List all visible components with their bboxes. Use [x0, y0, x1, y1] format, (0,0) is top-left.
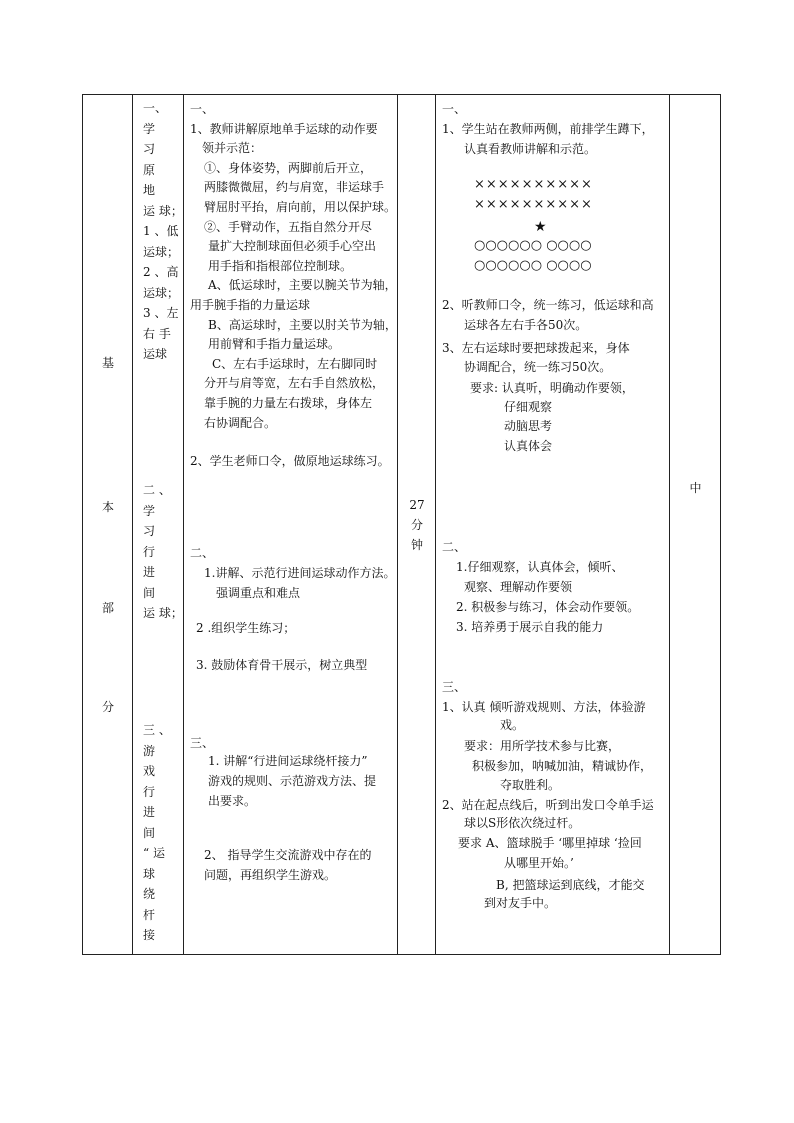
lesson-plan-table	[82, 94, 721, 955]
student-text-line: 积极参加，呐喊加油，精诚协作，	[472, 759, 653, 773]
topic-line: 地	[143, 183, 156, 197]
topic-line: 运球；	[143, 244, 180, 259]
student-text-line: 2、站在起点线后，听到出发口令单手运	[442, 798, 654, 812]
teacher-text-line: 三、	[190, 736, 215, 750]
topic-line: 1 、低	[143, 224, 179, 238]
student-text-line: 3. 培养勇于展示自我的能力	[456, 620, 604, 634]
topic-line: 间	[143, 585, 156, 600]
student-activity-cell	[436, 95, 670, 955]
student-text-line: 要求: 认真听，明确动作要领，	[470, 381, 634, 395]
teacher-text-line: 用手腕手指的力量运球	[190, 298, 311, 312]
teacher-activity-cell	[184, 95, 398, 955]
teacher-text-line: 领并示范：	[202, 141, 263, 156]
teacher-text-line: 二、	[190, 546, 215, 560]
student-text-line: 到对友手中。	[484, 896, 557, 910]
section-char: 本	[101, 500, 114, 514]
topic-line: 进	[143, 805, 156, 819]
topic-line: 三 、	[143, 723, 171, 737]
time-cell	[398, 95, 436, 955]
section-char: 基	[101, 356, 114, 370]
teacher-text-line: 问题，再组织学生游戏。	[204, 868, 337, 882]
topic-line: 运球	[143, 347, 168, 361]
topic-line: 球	[143, 866, 156, 881]
formation-circles: ○○○○○○ ○○○○	[474, 238, 592, 253]
teacher-text-line: ②、手臂动作，五指自然分开尽	[204, 219, 373, 234]
teacher-text-line: 用手指和指根部位控制球。	[208, 258, 353, 273]
topic-cell	[133, 95, 184, 955]
topic-line: 绕	[143, 887, 156, 901]
time-unit: 分	[410, 518, 423, 532]
formation-crosses: ××××××××××	[474, 197, 593, 212]
student-text-line: 要求：用所学技术参与比赛，	[464, 739, 621, 753]
student-text-line: 三、	[442, 680, 467, 694]
teacher-text-line: 臂屈肘平抬，肩向前，用以保护球。	[204, 200, 397, 214]
topic-line: 右 手	[143, 326, 171, 341]
student-text-line: 2、听教师口令，统一练习，低运球和高	[442, 298, 654, 312]
topic-line: 行	[143, 784, 156, 799]
topic-line: 3 、左	[143, 306, 179, 320]
topic-line: 行	[143, 544, 156, 559]
topic-line: 二 、	[143, 483, 171, 497]
student-text-line: 夺取胜利。	[500, 778, 561, 792]
teacher-text-line: B、高运球时，主要以肘关节为轴，	[208, 317, 397, 332]
formation-circles: ○○○○○○ ○○○○	[474, 258, 592, 273]
topic-line: 学	[143, 121, 156, 136]
teacher-text-line: 用前臂和手指力量运球。	[208, 337, 341, 352]
section-char: 分	[101, 700, 114, 714]
student-text-line: 仔细观察	[504, 400, 553, 414]
time-value: 27	[409, 498, 425, 512]
student-text-line: B, 把篮球运到底线，才能交	[496, 878, 645, 892]
student-text-line: 认真看教师讲解和示范。	[464, 142, 597, 156]
student-text-line: 动脑思考	[504, 419, 553, 433]
topic-line: 戏	[143, 764, 156, 778]
teacher-text-line: 右协调配合。	[204, 415, 277, 430]
intensity-value: 中	[689, 481, 702, 495]
section-cell	[83, 95, 133, 955]
topic-line: 运 球；	[143, 203, 183, 218]
topic-line: 学	[143, 503, 156, 518]
topic-line: 游	[143, 743, 156, 758]
teacher-text-line: 两膝微微屈，约与肩宽，非运球手	[204, 180, 385, 195]
student-text-line: 1、认真 倾听游戏规则、方法，体验游	[442, 700, 646, 714]
teacher-text-line: 2、学生老师口令，做原地运球练习。	[190, 454, 390, 468]
formation-teacher-star: ★	[534, 219, 547, 235]
topic-line: 原	[143, 162, 156, 177]
teacher-text-line: 3. 鼓励体育骨干展示，树立典型	[196, 658, 368, 672]
student-text-line: 3、左右运球时要把球拨起来，身体	[442, 341, 630, 355]
teacher-text-line: 强调重点和难点	[216, 586, 301, 600]
topic-line: “ 运	[143, 846, 165, 860]
teacher-text-line: 出要求。	[208, 794, 257, 808]
teacher-text-line: 2 .组织学生练习；	[196, 621, 296, 635]
topic-line: 2 、高	[143, 265, 179, 279]
teacher-text-line: 一、	[190, 102, 215, 116]
topic-line: 一、	[143, 101, 168, 115]
student-text-line: 从哪里开始。’	[504, 856, 574, 870]
student-text-line: 要求 A、篮球脱手 ‘哪里掉球 ‘捡回	[458, 836, 642, 850]
teacher-text-line: 1. 讲解“行进间运球绕杆接力”	[208, 754, 368, 768]
student-text-line: 一、	[442, 102, 467, 116]
teacher-text-line: A、低运球时，主要以腕关节为轴，	[208, 278, 397, 293]
topic-line: 习	[143, 524, 156, 538]
student-text-line: 球以S形依次绕过杆。	[464, 816, 581, 830]
topic-line: 习	[143, 142, 156, 156]
student-text-line: 戏。	[500, 718, 525, 732]
topic-line: 杆	[143, 907, 156, 922]
topic-line: 运 球；	[143, 606, 183, 620]
topic-line: 接	[143, 928, 156, 942]
topic-line: 间	[143, 825, 156, 840]
teacher-text-line: C、左右手运球时，左右脚同时	[212, 356, 378, 371]
teacher-text-line: 靠手腕的力量左右拨球，身体左	[204, 396, 373, 410]
student-text-line: 1.仔细观察，认真体会，倾听、	[456, 560, 624, 574]
teacher-text-line: 1、教师讲解原地单手运球的动作要	[190, 121, 378, 136]
intensity-cell	[670, 95, 721, 955]
teacher-text-line: 分开与肩等宽，左右手自然放松，	[204, 376, 385, 391]
student-text-line: 认真体会	[504, 439, 553, 453]
student-text-line: 运球各左右手各50次。	[464, 318, 588, 332]
section-char: 部	[101, 601, 114, 615]
student-text-line: 2. 积极参与练习，体会动作要领。	[456, 600, 640, 614]
teacher-text-line: 量扩大控制球面但必须手心空出	[208, 239, 377, 254]
teacher-text-line: 1.讲解、示范行进间运球动作方法。	[204, 566, 396, 580]
formation-crosses: ××××××××××	[474, 177, 593, 192]
teacher-text-line: 游戏的规则、示范游戏方法、提	[208, 774, 377, 788]
topic-line: 进	[143, 565, 156, 579]
student-text-line: 协调配合，统一练习50次。	[464, 360, 612, 374]
topic-line: 运球；	[143, 285, 180, 300]
student-text-line: 观察、理解动作要领	[464, 580, 573, 594]
teacher-text-line: ①、身体姿势，两脚前后开立，	[204, 160, 373, 175]
time-unit: 钟	[410, 538, 423, 552]
teacher-text-line: 2、 指导学生交流游戏中存在的	[204, 848, 372, 862]
student-text-line: 二、	[442, 540, 467, 554]
student-text-line: 1、学生站在教师两侧，前排学生蹲下，	[442, 122, 654, 136]
